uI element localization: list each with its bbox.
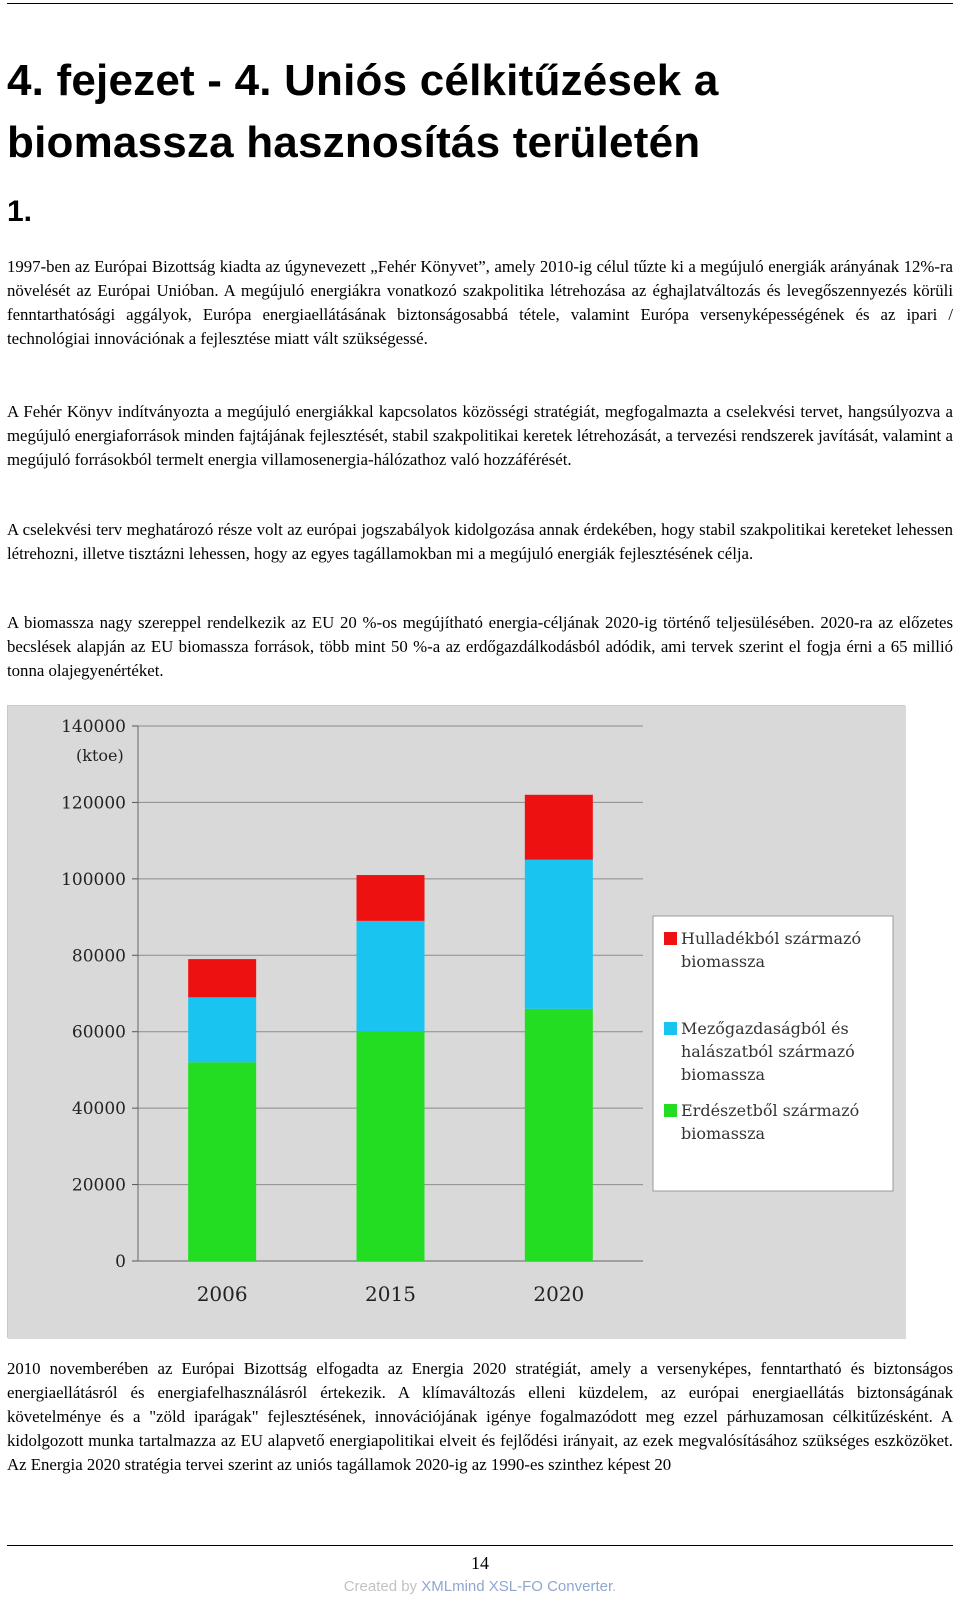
y-tick-label: 100000 [61,869,126,890]
x-tick-label: 2015 [365,1282,416,1306]
legend-swatch [664,932,677,945]
y-tick-label: 140000 [61,717,126,737]
bar-segment [357,921,425,1032]
legend-label: Hulladékból származó biomassza [681,929,862,971]
paragraph-biomass-target: A biomassza nagy szereppel rendelkezik az EU 20 %-os megújítható energia-céljának 2020-ig történő teljesülésében. 2020-ra az előzetes becslések alapján az EU biomassza források, több mint 50 %-a az erdőgazdálkodásból adódik, ami tervek szerint el fogja érni a 65 millió tonna olajegyenértéket. [7,613,953,680]
footer-credit-prefix: Created by [343,1578,422,1595]
bar-segment [188,997,256,1062]
bar-segment [188,1062,256,1261]
footer-credit-suffix: . [612,1578,617,1595]
page-number: 14 [471,1553,489,1573]
footer-credit [0,1577,960,1597]
y-tick-label: 40000 [71,1099,126,1120]
y-axis-label: (ktoe) [76,746,124,765]
bar-segment [525,795,593,860]
bar-segment [188,959,256,997]
bar-segment [357,1032,425,1261]
legend-swatch [664,1104,677,1117]
paragraph-strategy: A Fehér Könyv indítványozta a megújuló energiákkal kapcsolatos közösségi stratégiát, megfogalmazta a cselekvési tervet, hangsúlyozva a megújuló energiaforrások minden fajtájának fejlesztését, stabil szakpolitikai keretek létrehozását, a tervezési rendszerek javítását, valamint a megújuló forrásokból termelt energia villamosenergia-hálózathoz való hozzáférését. [7,402,953,469]
x-tick-label: 2006 [196,1282,248,1306]
legend-label: Mezőgazdaságból és halászatból származó biomassza [681,1019,855,1084]
footer-credit-brand[interactable]: XMLmind XSL-FO Converter [421,1578,613,1595]
y-tick-label: 60000 [71,1022,126,1043]
legend-label: Erdészetből származó biomassza [681,1101,860,1143]
chapter-title: 4. fejezet - 4. Uniós célkitűzések a biomassza hasznosítás területén [7,56,719,167]
biomass-chart [7,705,905,1338]
y-tick-label: 20000 [71,1175,126,1196]
bottom-rule [7,1545,953,1546]
y-tick-label: 0 [115,1252,126,1272]
y-tick-label: 120000 [61,793,126,814]
chart-canvas [8,706,906,1339]
y-tick-label: 80000 [71,946,126,967]
paragraph-action-plan: A cselekvési terv meghatározó része volt az európai jogszabályok kidolgozása annak érdekében, hogy stabil szakpolitikai kereteket lehessen létrehozni, illetve tisztázni lehessen, hogy az egyes tagállamokban mi a megújuló energiák fejlesztésének célja. [7,520,953,563]
section-number: 1. [7,195,33,228]
x-tick-label: 2020 [533,1282,585,1306]
bar-segment [525,860,593,1009]
top-rule [7,3,953,4]
paragraph-energy-2020: 2010 novemberében az Európai Bizottság elfogadta az Energia 2020 stratégiát, amely a versenyképes, fenntartható és biztonságos energiaellátásról és energiafelhasználásról értekezik. A klímaváltozás elleni küzdelem, az európai energiaellátás biztonságának követelménye és a "zöld iparágak" fejlesztésének, innovációjának igénye fogalmazódott meg ezzel párhuzamosan célkitűzésként. A kidolgozott munka tartalmazza az EU alapvető energiapolitikai elveit és fejlődési irányait, az ezek megvalósításához szükséges eszközöket. Az Energia 2020 stratégia tervei szerint az uniós tagállamok 2020-ig az 1990-es szinthez képest 20 [7,1359,953,1474]
paragraph-white-paper: 1997-ben az Európai Bizottság kiadta az úgynevezett „Fehér Könyvet”, amely 2010-ig célul tűzte ki a megújuló energiák arányának 12%-ra növelését az Európai Unióban. A megújuló energiákra vonatkozó szakpolitika létrehozása az éghajlatváltozás és levegőszennyezés körüli fenntarthatósági aggályok, Európa energiaellátásának biztonságosabbá tétele, valamint Európa versenyképességének és az ipari / technológiai innovációnak a fejlesztése miatt vált szükségessé. [7,257,953,348]
bar-segment [357,875,425,921]
bar-segment [525,1009,593,1261]
legend-swatch [664,1022,677,1035]
